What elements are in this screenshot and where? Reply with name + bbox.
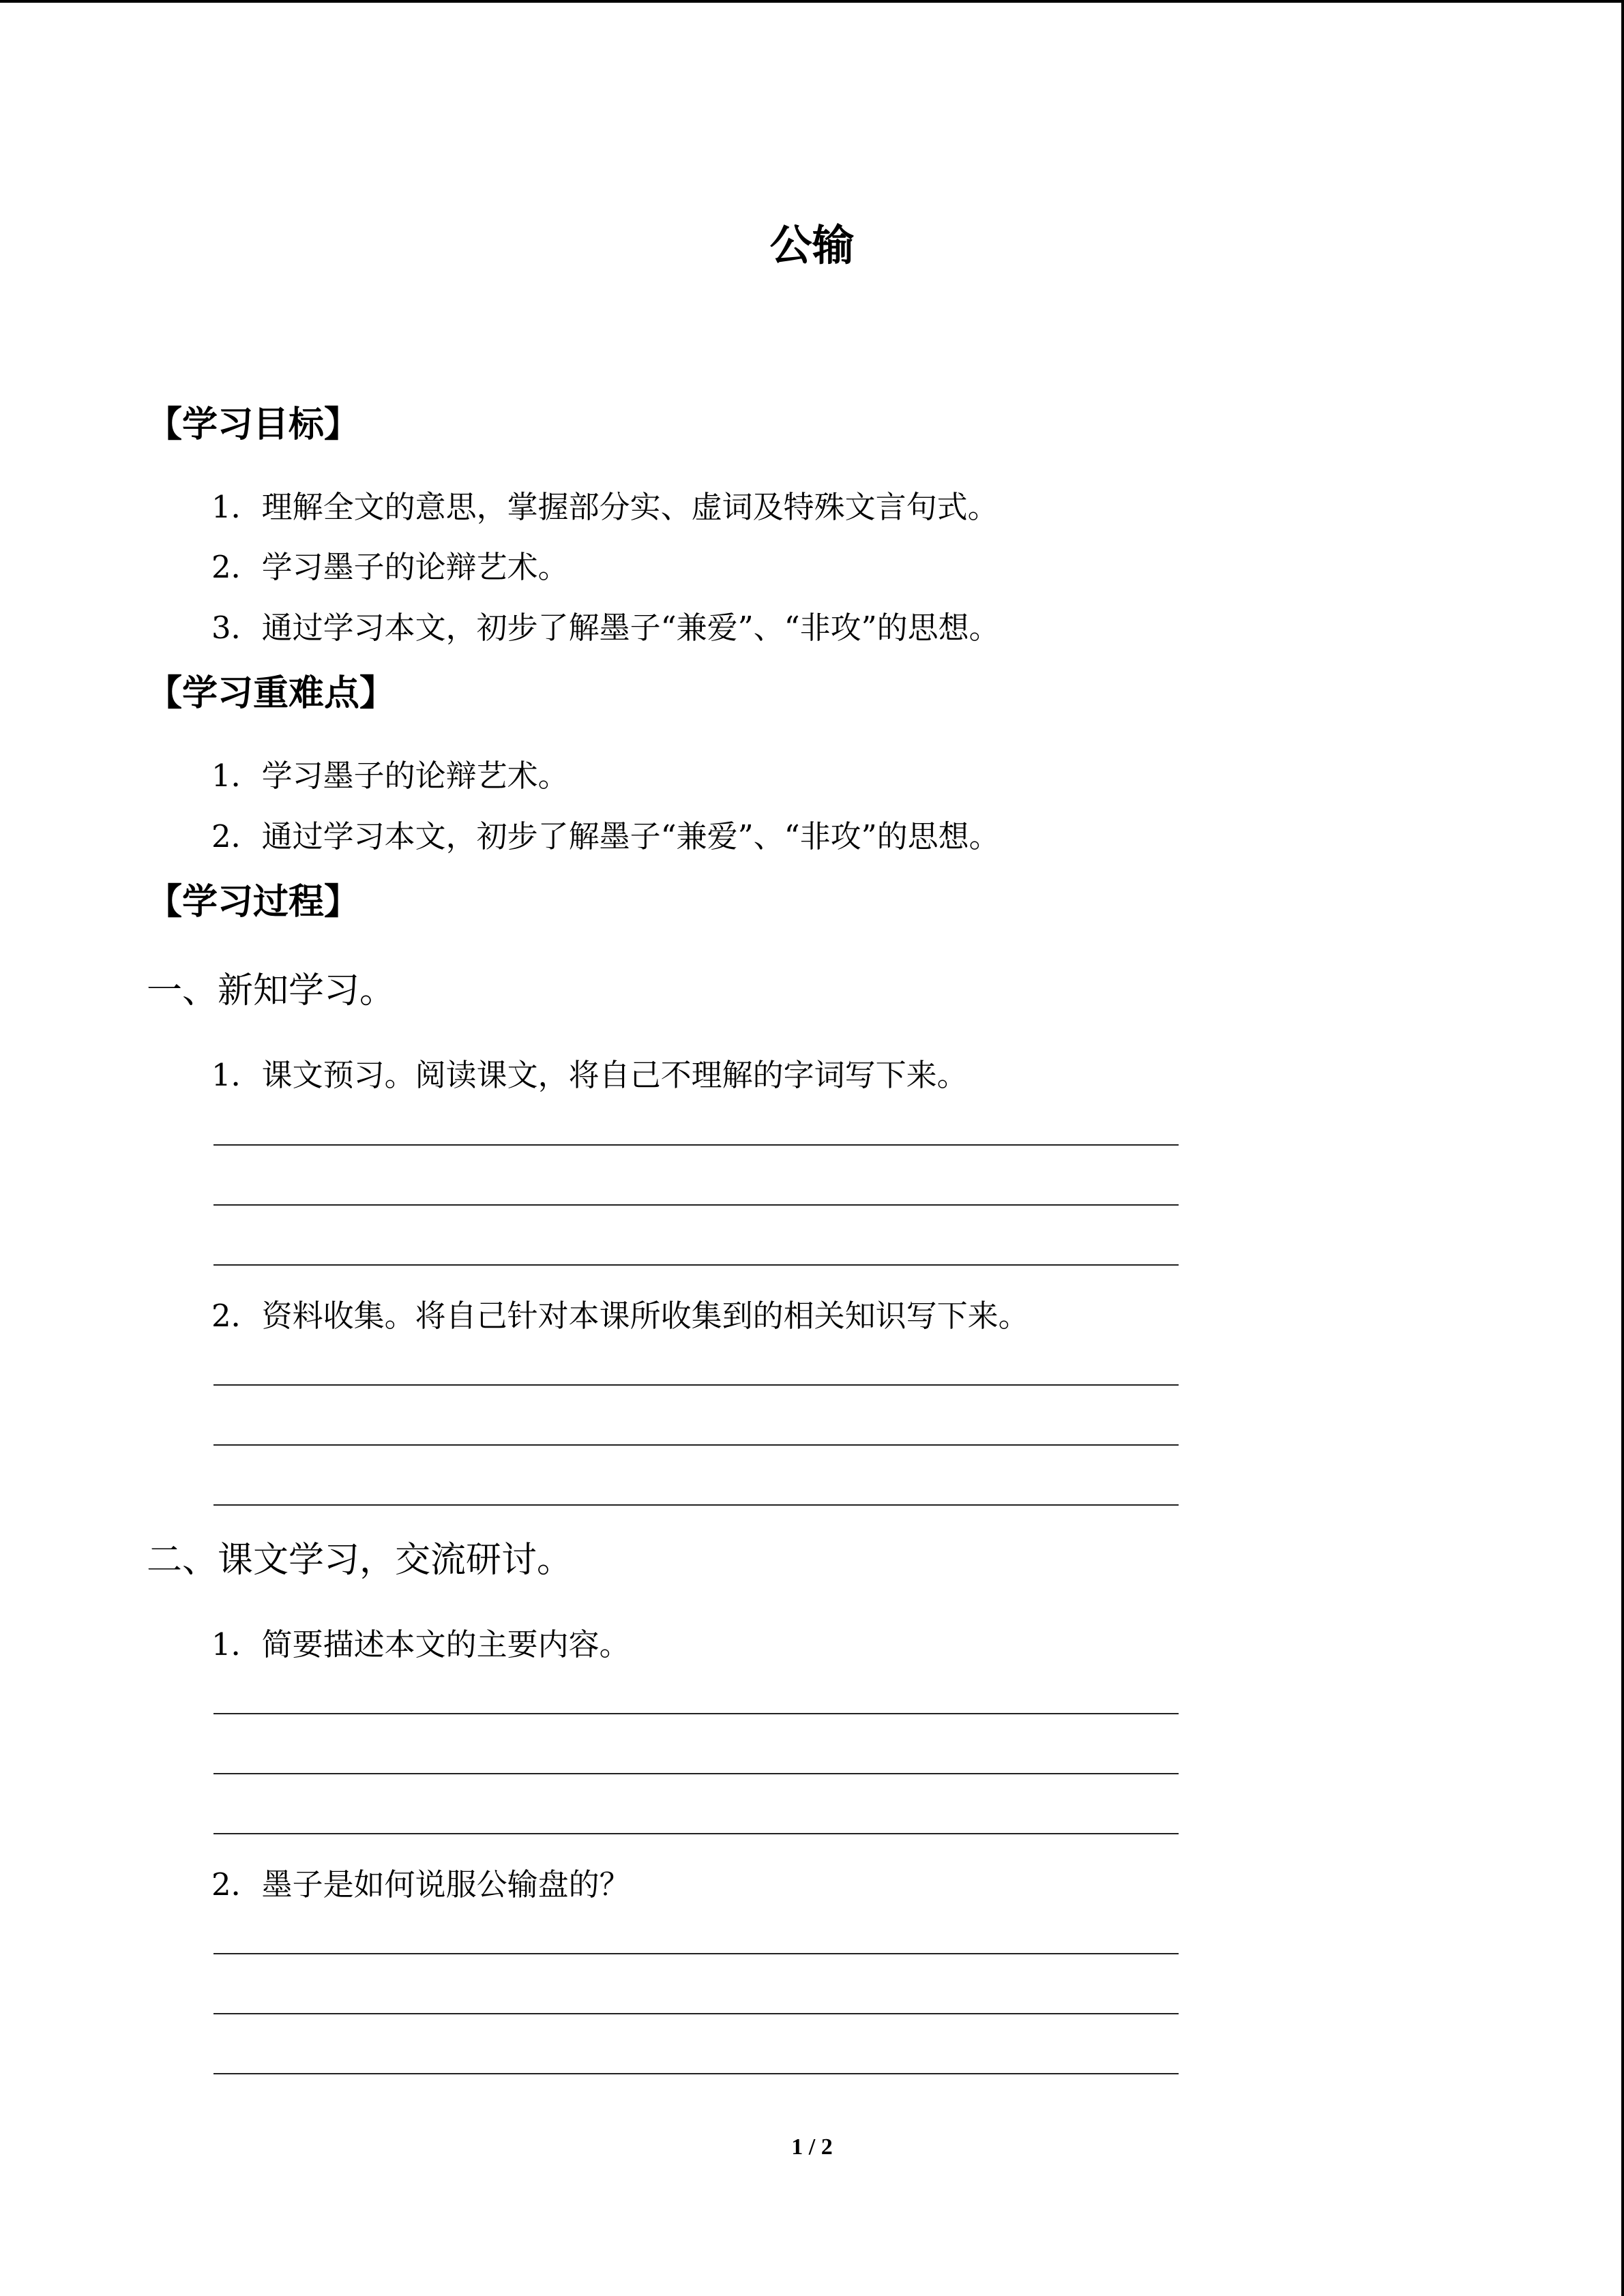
process-heading: 【学习过程】	[147, 882, 360, 923]
page-right-border	[1621, 0, 1624, 2296]
key-points-heading: 【学习重难点】	[147, 673, 396, 714]
answer-line[interactable]	[213, 1444, 1179, 1446]
document-title: 公输	[769, 220, 855, 270]
objective-item-3: 3．通过学习本文，初步了解墨子“兼爱”、“非攻”的思想。	[211, 610, 1000, 646]
answer-line[interactable]	[213, 2073, 1179, 2074]
answer-line[interactable]	[213, 1504, 1179, 1506]
part2-question-1: 1．简要描述本文的主要内容。	[211, 1626, 630, 1663]
answer-line[interactable]	[213, 1833, 1179, 1834]
answer-line[interactable]	[213, 1713, 1179, 1714]
answer-line[interactable]	[213, 2013, 1179, 2014]
objectives-heading: 【学习目标】	[147, 404, 360, 445]
part2-heading: 二、课文学习，交流研讨。	[147, 1540, 573, 1581]
page-top-border	[0, 0, 1624, 3]
part1-heading: 一、新知学习。	[147, 970, 396, 1011]
answer-line[interactable]	[213, 1144, 1179, 1146]
part2-question-2: 2．墨子是如何说服公输盘的？	[211, 1866, 630, 1903]
key-point-item-2: 2．通过学习本文，初步了解墨子“兼爱”、“非攻”的思想。	[211, 818, 1000, 854]
key-point-item-1: 1．学习墨子的论辩艺术。	[211, 758, 569, 794]
answer-line[interactable]	[213, 1953, 1179, 1954]
page-number: 1 / 2	[791, 2134, 833, 2160]
part1-question-1: 1．课文预习。阅读课文，将自己不理解的字词写下来。	[211, 1057, 968, 1093]
answer-line[interactable]	[213, 1204, 1179, 1206]
part1-question-2: 2．资料收集。将自己针对本课所收集到的相关知识写下来。	[211, 1298, 1029, 1334]
answer-line[interactable]	[213, 1773, 1179, 1774]
answer-line[interactable]	[213, 1384, 1179, 1386]
objective-item-1: 1．理解全文的意思，掌握部分实、虚词及特殊文言句式。	[211, 489, 999, 525]
answer-line[interactable]	[213, 1264, 1179, 1266]
objective-item-2: 2．学习墨子的论辩艺术。	[211, 549, 569, 585]
